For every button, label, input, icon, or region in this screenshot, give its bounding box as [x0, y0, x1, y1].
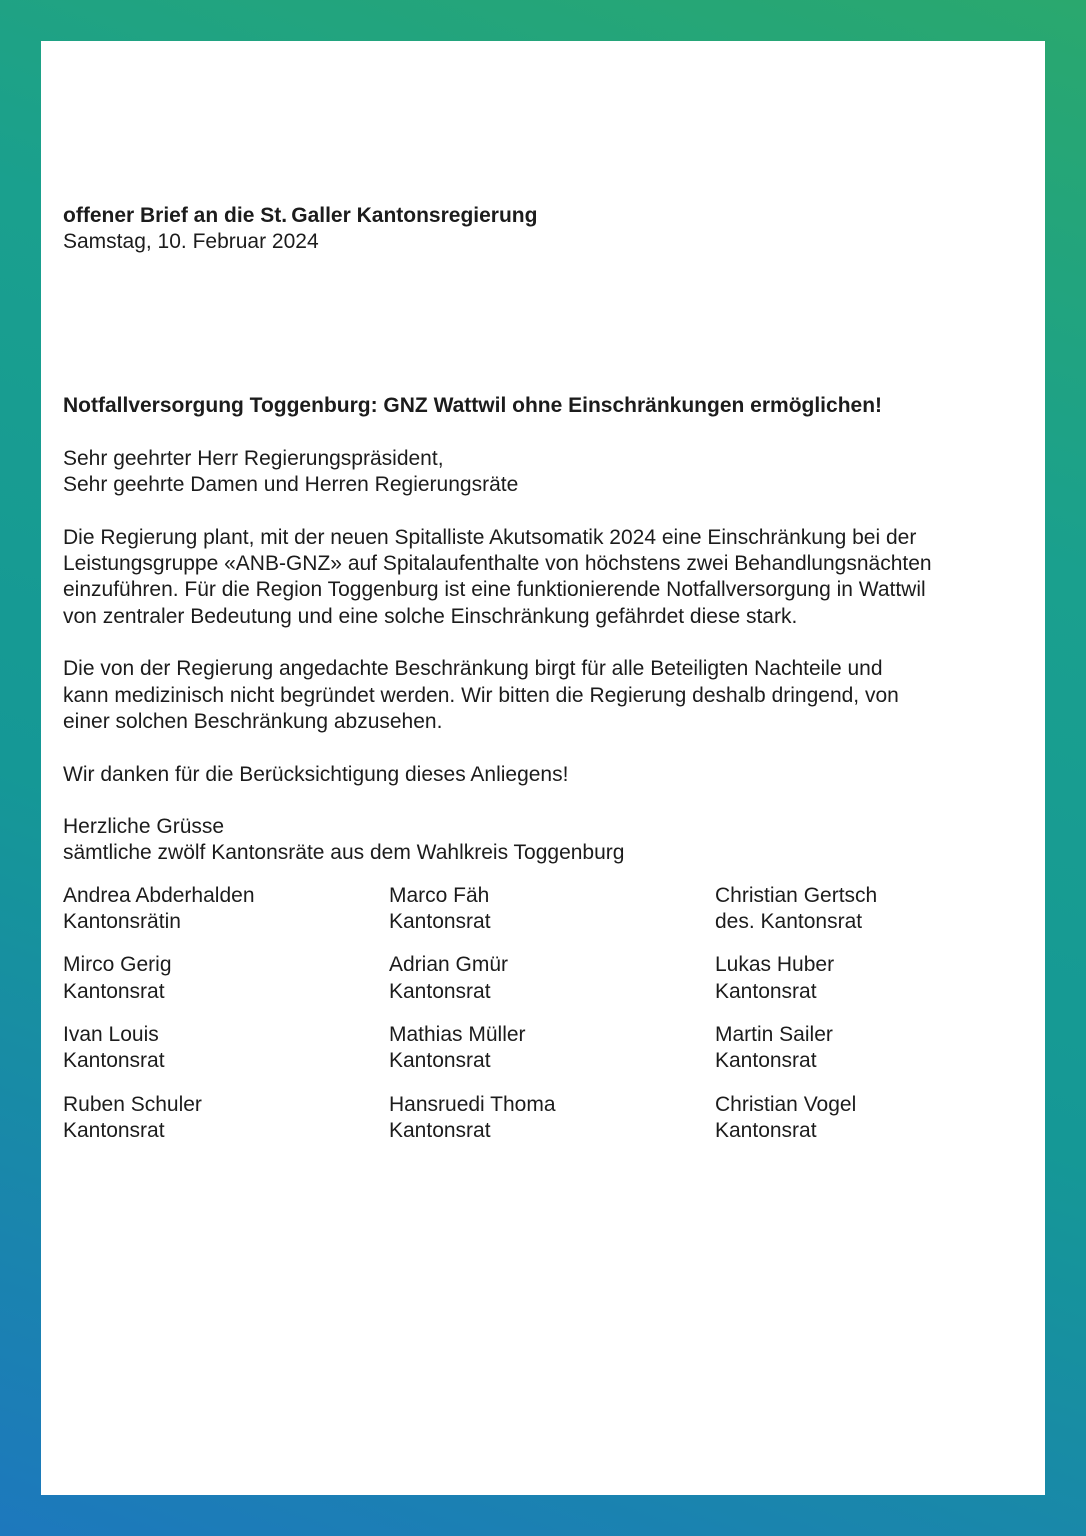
- signatory-role: Kantonsrat: [389, 1118, 491, 1142]
- letter-body: [63, 446, 1028, 1144]
- letter-content: [63, 203, 1028, 1142]
- salutation-line: Sehr geehrter Herr Regierungspräsident,: [63, 447, 444, 470]
- salutation-line: Sehr geehrte Damen und Herren Regierungsräte: [63, 473, 519, 497]
- paragraph-line: Leistungsgruppe «ANB-GNZ» auf Spitalaufenthalte von höchstens zwei Behandlungsnächten: [63, 552, 932, 576]
- signatory-role: Kantonsrat: [715, 1049, 817, 1073]
- signatory-role: Kantonsrat: [715, 1118, 817, 1142]
- letter-date: Samstag, 10. Februar 2024: [63, 230, 319, 254]
- signatory: [63, 952, 389, 1005]
- signatory-role: Kantonsrat: [389, 910, 491, 934]
- signatory-name: Lukas Huber: [715, 953, 835, 977]
- closing: [63, 814, 1028, 867]
- signatory-name: Mirco Gerig: [63, 953, 172, 977]
- paragraph-line: Die von der Regierung angedachte Beschränkung birgt für alle Beteiligten Nachteile und: [63, 657, 883, 681]
- signatory: [715, 952, 1028, 1005]
- closing-line: Herzliche Grüsse: [63, 815, 225, 839]
- signatory-role: Kantonsrat: [715, 979, 817, 1003]
- letter-subject: Notfallversorgung Toggenburg: GNZ Wattwil ohne Einschränkungen ermöglichen!: [63, 394, 883, 417]
- signatory-role: Kantonsrat: [389, 1049, 491, 1073]
- signatory-name: Hansruedi Thoma: [389, 1092, 556, 1116]
- letter-page: [41, 41, 1045, 1495]
- signatory-name: Martin Sailer: [715, 1022, 833, 1046]
- signatory: [715, 1092, 1028, 1145]
- signatory-name: Andrea Abderhalden: [63, 883, 255, 907]
- paragraph-line: Die Regierung plant, mit der neuen Spitalliste Akutsomatik 2024 eine Einschränkung bei der: [63, 525, 917, 549]
- signatory-role: Kantonsrat: [63, 1118, 165, 1142]
- signatory: [63, 1092, 389, 1145]
- paragraph-line: von zentraler Bedeutung und eine solche Einschränkung gefährdet diese stark.: [63, 604, 798, 628]
- signatory-role: des. Kantonsrat: [715, 910, 863, 934]
- paragraph-2: [63, 656, 1028, 735]
- salutation: [63, 446, 1028, 499]
- signatory-name: Adrian Gmür: [389, 953, 509, 977]
- signatory-name: Ivan Louis: [63, 1022, 159, 1046]
- signatory-role: Kantonsrat: [63, 979, 165, 1003]
- letter-header: [63, 203, 1028, 256]
- closing-line: sämtliche zwölf Kantonsräte aus dem Wahlkreis Toggenburg: [63, 841, 625, 865]
- signatory: [389, 952, 715, 1005]
- signatory: [63, 1022, 389, 1075]
- signatory: [389, 1022, 715, 1075]
- signatory-name: Marco Fäh: [389, 883, 490, 907]
- paragraph-line: einer solchen Beschränkung abzusehen.: [63, 709, 443, 733]
- paragraph-line: Wir danken für die Berücksichtigung dieses Anliegens!: [63, 762, 569, 786]
- signatory-role: Kantonsrat: [63, 1049, 165, 1073]
- paragraph-3: [63, 762, 1028, 788]
- letter-title: offener Brief an die St. Galler Kantonsregierung: [63, 204, 538, 227]
- signatory: [389, 883, 715, 936]
- signatories: [63, 883, 1028, 1144]
- signatory: [63, 883, 389, 936]
- signatory: [715, 1022, 1028, 1075]
- signatory: [389, 1092, 715, 1145]
- paragraph-1: [63, 525, 1028, 630]
- signatory-name: Mathias Müller: [389, 1022, 526, 1046]
- paragraph-line: kann medizinisch nicht begründet werden. Wir bitten die Regierung deshalb dringend, von: [63, 683, 899, 707]
- signatory: [715, 883, 1028, 936]
- signatory-name: Christian Vogel: [715, 1092, 857, 1116]
- paragraph-line: einzuführen. Für die Region Toggenburg ist eine funktionierende Notfallversorgung in Wattwil: [63, 578, 926, 602]
- signatory-role: Kantonsrat: [389, 979, 491, 1003]
- signatory-role: Kantonsrätin: [63, 910, 181, 934]
- signatory-name: Christian Gertsch: [715, 883, 878, 907]
- signatory-name: Ruben Schuler: [63, 1092, 202, 1116]
